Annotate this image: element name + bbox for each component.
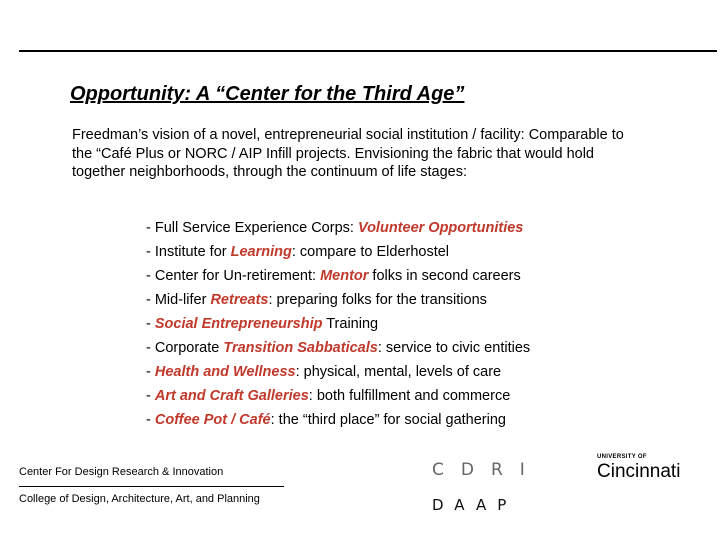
footer-center-name: Center For Design Research & Innovation: [19, 466, 224, 478]
list-item: - Center for Un-retirement: Mentor folks in second careers: [146, 268, 521, 284]
footer-divider: [19, 486, 284, 487]
slide-title: Opportunity: A “Center for the Third Age”: [70, 83, 465, 105]
list-item: - Art and Craft Galleries: both fulfillment and commerce: [146, 388, 511, 404]
university-label: UNIVERSITY OF: [597, 454, 647, 460]
list-item: - Full Service Experience Corps: Volunteer Opportunities: [146, 220, 524, 236]
intro-paragraph: Freedman’s vision of a novel, entrepreneurial social institution / facility: Comparable to the “Café Plus or NORC / AIP Infill projects. Envisioning the fabric that would hold together neighborhoods, through the continuum of life stages:: [72, 127, 624, 180]
list-item: - Mid-lifer Retreats: preparing folks for the transitions: [146, 292, 487, 308]
list-item: - Social Entrepreneurship Training: [146, 316, 379, 332]
list-item: - Health and Wellness: physical, mental, levels of care: [146, 364, 502, 380]
opportunity-list: [146, 216, 530, 432]
list-item: - Institute for Learning: compare to Elderhostel: [146, 244, 450, 260]
footer-college-name: College of Design, Architecture, Art, and Planning: [19, 493, 260, 505]
cdri-logo: CDRI: [432, 460, 542, 480]
daap-logo: DAAP: [432, 496, 518, 514]
university-logo: [597, 436, 697, 484]
list-item: - Corporate Transition Sabbaticals: service to civic entities: [146, 340, 531, 356]
university-name: Cincinnati: [597, 461, 681, 482]
top-divider: [19, 50, 717, 52]
list-item: - Coffee Pot / Café: the “third place” for social gathering: [146, 412, 506, 428]
